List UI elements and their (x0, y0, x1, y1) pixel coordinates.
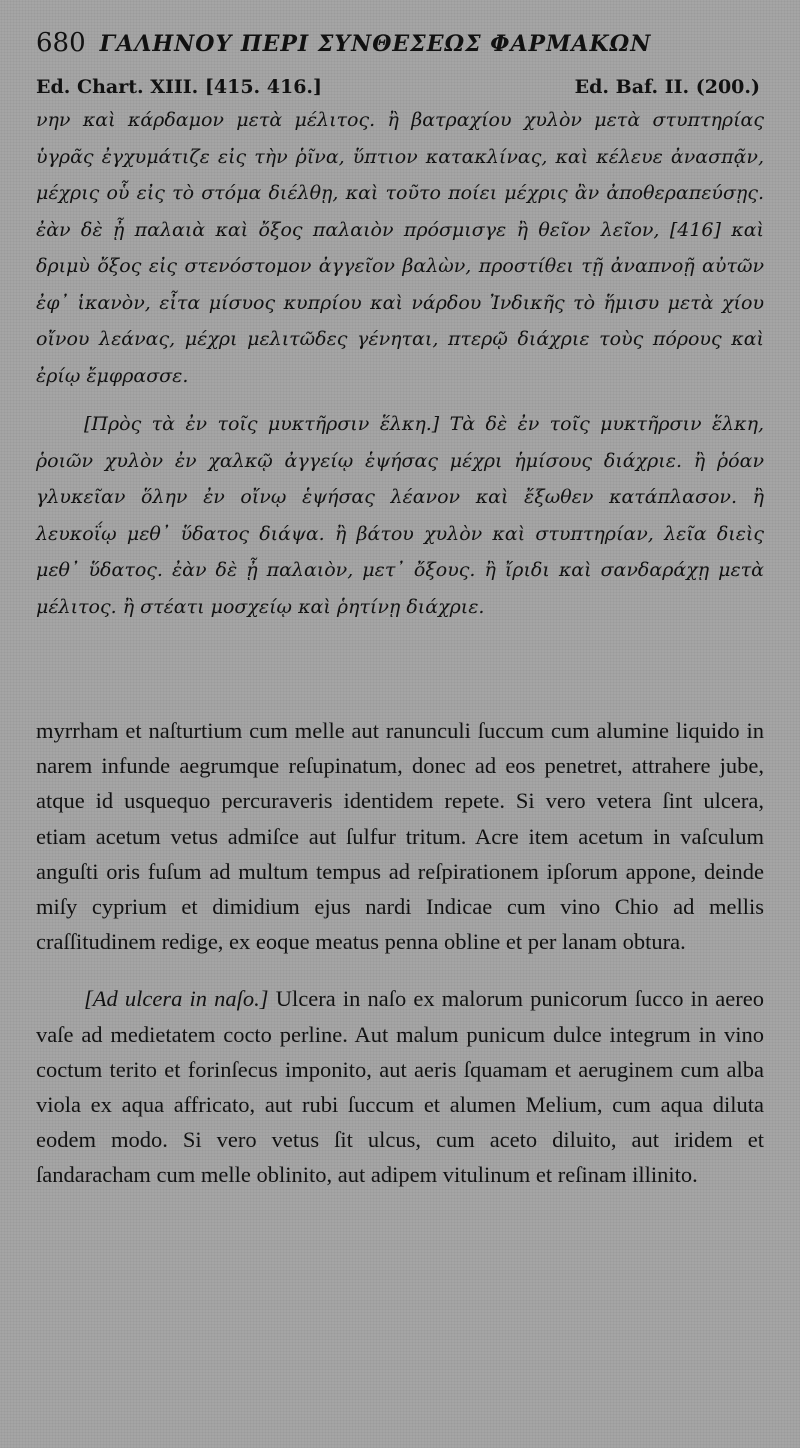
greek-paragraph-2 (36, 406, 764, 625)
latin-paragraph-2 (36, 981, 764, 1192)
greek-text (36, 102, 764, 625)
latin-paragraph-2-body: Ulcera in naſo ex malorum punicorum ſucco in aereo vaſe ad medietatem cocto perline. Aut malum punicum dulce integrum in vino coctum terito et forinſecus imponito, aut aeris ſquamam et aeruginem cum alba viola ex aqua affricato, aut rubi ſuccum et alumen Melium, cum aqua diluta eodem modo. Si vero vetus ſit ulcus, cum aceto diluito, aut iridem et ſandaracham cum melle oblinito, aut adipem vitulinum et reſinam illinito. (36, 986, 765, 1188)
greek-paragraph-2-body: Τὰ δὲ ἐν τοῖς μυκτῆρσιν ἕλκη, ῥοιῶν χυλὸν ἐν χαλκῷ ἀγγείῳ ἑψήσας μέχρι ἡμίσους διάχριε. ἢ ῥόαν γλυκεῖαν ὅλην ἐν οἴνῳ ἑψήσας λέανον καὶ ἔξωθεν κατάπλασον. ἢ λευκοΐῳ μεθ᾽ ὕδατος διάψα. ἢ βάτου χυλὸν καὶ στυπτηρίαν, λεῖα διεὶς μεθ᾽ ὕδατος. ἐὰν δὲ ᾖ παλαιὸν, μετ᾽ ὄξους. ἢ ἴριδι καὶ σανδαράχῃ μετὰ μέλιτος. ἢ στέατι μοσχείῳ καὶ ῥητίνῃ διάχριε. (36, 413, 765, 618)
latin-text (36, 713, 764, 1193)
greek-section-heading: [Πρὸς τὰ ἐν τοῖς μυκτῆρσιν ἕλκη.] (84, 413, 440, 435)
latin-section-heading: [Ad ulcera in naſo.] (84, 986, 269, 1012)
edition-references (36, 72, 764, 102)
latin-paragraph-1: myrrham et naſturtium cum melle aut ranunculi ſuccum cum alumine liquido in narem infunde aegrumque reſupinatum, donec ad eos penetret, attrahere jube, atque id usquequo percuraveris identidem repete. Si vero vetera ſint ulcera, etiam acetum vetus admiſce aut ſulfur tritum. Acre item acetum in vaſculum anguſti oris fuſum ad multum tempus ad reſpirationem ipſorum appone, deinde miſy cyprium et dimidium ejus nardi Indicae cum vino Chio ad mellis craſſitudinem redige, ex eoque meatus penna obline et per lanam obtura. (36, 718, 764, 955)
edition-right: Ed. Baf. II. (200.) (574, 76, 760, 98)
page-header (36, 28, 764, 72)
greek-paragraph-1: νην καὶ κάρδαμον μετὰ μέλιτος. ἢ βατραχίου χυλὸν μετὰ στυπτηρίας ὑγρᾶς ἐγχυμάτιζε εἰς τὴν ῥῖνα, ὕπτιον κατακλίνας, καὶ κέλευε ἀνασπᾷν, μέχρις οὗ εἰς τὸ στόμα διέλθῃ, καὶ τοῦτο ποίει μέχρις ἂν ἀποθεραπεύσῃς. ἐὰν δὲ ᾖ παλαιὰ καὶ ὄξος παλαιὸν πρόσμισγε ἢ θεῖον λεῖον, [416] καὶ δριμὺ ὄξος εἰς στενόστομον ἀγγεῖον βαλὼν, προστίθει τῇ ἀναπνοῇ αὐτῶν ἐφ᾽ ἱκανὸν, εἶτα μίσυος κυπρίου καὶ νάρδου Ἰνδικῆς τὸ ἥμισυ μετὰ χίου οἴνου λεάνας, μέχρι μελιτῶδες γένηται, πτερῷ διάχριε τοὺς πόρους καὶ ἐρίῳ ἔμφρασσε. (36, 109, 764, 387)
page-number: 680 (36, 28, 86, 58)
edition-left: Ed. Chart. XIII. [415. 416.] (36, 76, 323, 98)
running-head: ΓΑΛΗΝΟΥ ΠΕΡΙ ΣΥΝΘΕΣΕΩΣ ΦΑΡΜΑΚΩΝ (99, 31, 652, 57)
